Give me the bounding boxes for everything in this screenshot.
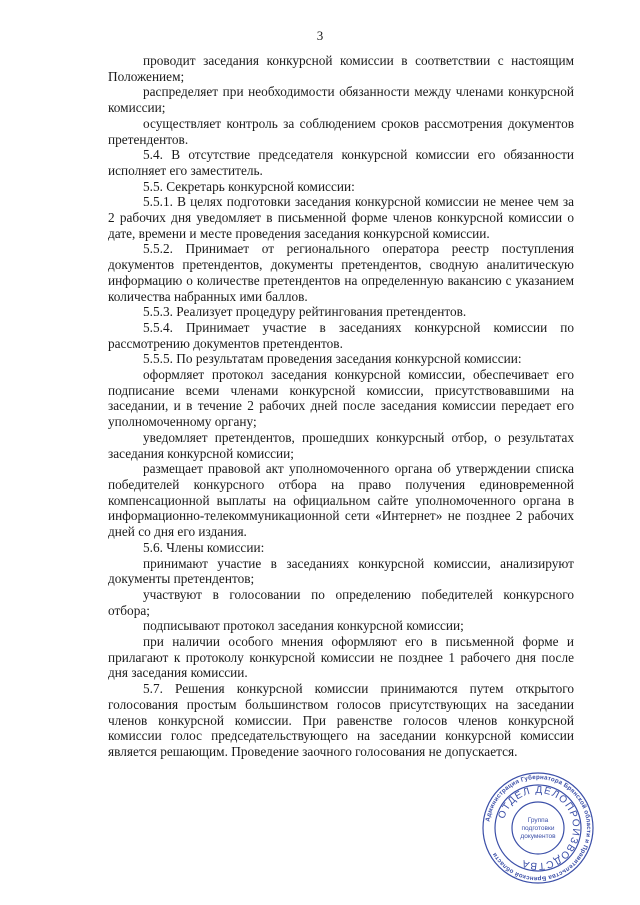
paragraph: осуществляет контроль за соблюдением сроков рассмотрения документов претендентов. — [108, 115, 574, 147]
stamp-middle-text: ОТДЕЛ ДЕЛОПРОИЗВОДСТВА — [496, 784, 582, 872]
paragraph: уведомляет претендентов, прошедших конкурсный отбор, о результатах заседания конкурсной комиссии; — [108, 429, 574, 461]
paragraph: 5.6. Члены комиссии: — [143, 539, 265, 555]
paragraph: подписывают протокол заседания конкурсной комиссии; — [143, 618, 464, 634]
paragraph: 5.7. Решения конкурсной комиссии принимаются путем открытого голосования простым большинством голосов присутствующих на заседании членов конкурсной комиссии. При равенстве голосов членов конкурсной комиссии голос председательствующего на заседании конкурсной комиссии является решающим. Проведение заочного голосования не допускается. — [108, 681, 574, 759]
stamp-outer-text: Администрация Губернатора Брянской области и Правительства Брянской области — [484, 773, 593, 883]
paragraph: при наличии особого мнения оформляют его в письменной форме и прилагают к протоколу конкурсной комиссии не позднее 1 рабочего дня после дня заседания комиссии. — [108, 634, 574, 681]
paragraph: 5.5.4. Принимает участие в заседаниях конкурсной комиссии по рассмотрению документов претендентов. — [108, 319, 574, 351]
paragraph: распределяет при необходимости обязанности между членами конкурсной комиссии; — [108, 84, 574, 116]
stamp-center-line: Группа — [527, 817, 549, 824]
stamp-center-line: документов — [520, 833, 556, 840]
paragraph: 5.5.5. По результатам проведения заседания конкурсной комиссии: — [143, 351, 522, 367]
paragraph: размещает правовой акт уполномоченного органа об утверждении списка победителей конкурсного отбора на право получения единовременной компенсационной выплаты на официальном сайте уполномоченного органа в информационно-телекоммуникационной сети «Интернет» не позднее 2 рабочих дней со дня его издания. — [108, 461, 574, 540]
stamp-center-line: подготовки — [521, 825, 555, 832]
paragraph: оформляет протокол заседания конкурсной комиссии, обеспечивает его подписание всеми членами конкурсной комиссии, присутствовавшими на заседании, и в течение 2 рабочих дней после заседания комиссии передает его уполномоченному органу; — [108, 367, 574, 430]
paragraph: 5.5.2. Принимает от регионального оператора реестр поступления документов претендентов, документы претендентов, сводную аналитическую информацию о количестве претендентов на определенную вакансию с указанием количества набранных ими баллов. — [108, 241, 574, 304]
paragraph: принимают участие в заседаниях конкурсной комиссии, анализируют документы претендентов; — [108, 555, 574, 587]
paragraph: 5.4. В отсутствие председателя конкурсной комиссии его обязанности исполняет его заместитель. — [108, 147, 574, 178]
paragraph: 5.5. Секретарь конкурсной комиссии: — [143, 178, 355, 194]
page-number: 3 — [316, 28, 324, 43]
paragraph: участвуют в голосовании по определению победителей конкурсного отбора; — [108, 586, 574, 618]
document-body — [108, 53, 574, 760]
paragraph: проводит заседания конкурсной комиссии в соответствии с настоящим Положением; — [108, 53, 574, 84]
paragraph: 5.5.3. Реализует процедуру рейтингования претендентов. — [143, 304, 467, 320]
paragraph: 5.5.1. В целях подготовки заседания конкурсной комиссии не менее чем за 2 рабочих дня уведомляет в письменной форме членов конкурсной комиссии о дате, времени и месте проведения заседания конкурсной комиссии. — [108, 194, 574, 241]
office-stamp — [482, 772, 594, 884]
